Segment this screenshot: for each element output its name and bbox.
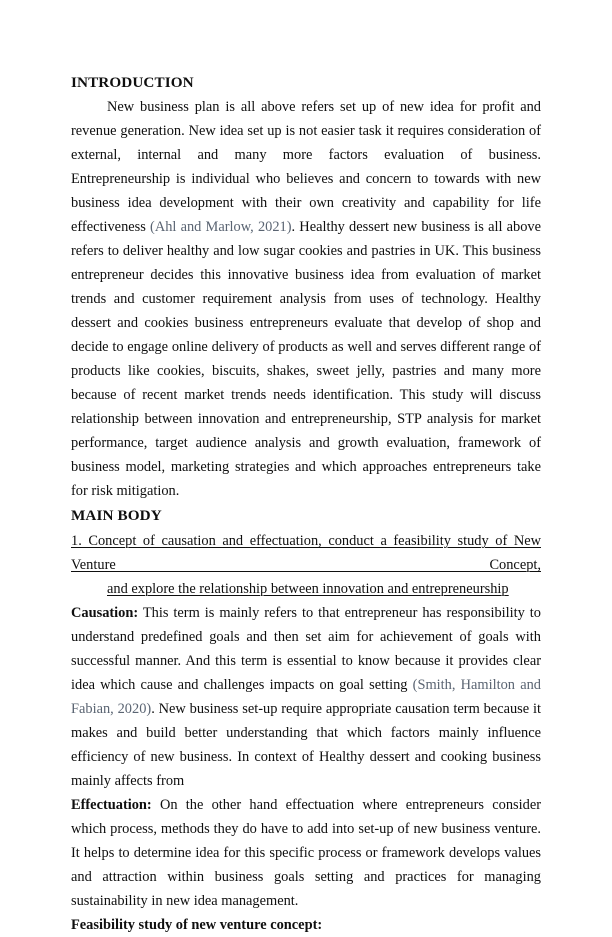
intro-text-part-2: . Healthy dessert new business is all above refers to deliver healthy and low sugar cookies and pastries in UK. This business entrepreneur decides this innovative business idea from evaluation of market trends and customer requirement analysis from uses of technology. Healthy dessert and cookies business entrepreneurs evaluate that develop of shop and decide to engage online delivery of products as well and serves different range of products like cookies, biscuits, shakes, sweet jelly, pastries and many more because of recent market trends needs identification. This study will discuss relationship between innovation and entrepreneurship, STP analysis for market performance, target audience analysis and growth evaluation, framework of business model, marketing strategies and which approaches entrepreneurs take for risk mitigation. (71, 219, 541, 499)
paragraph-introduction (71, 95, 541, 503)
citation-smith-hamilton-fabian: (Smith, Hamilton and Fabian, 2020) (71, 677, 541, 717)
page-title-introduction: INTRODUCTION (71, 74, 194, 91)
sub-heading-line-2: and explore the relationship between innovation and entrepreneurship (107, 581, 509, 597)
causation-text-part-2: . New business set-up require appropriate causation term because it makes and build better understanding that which factors mainly influence efficiency of new business. In context of Healthy dessert and cooking business mainly affects from (71, 701, 541, 789)
sub-heading-numbered-1 (71, 529, 541, 601)
section-heading-main-body: MAIN BODY (71, 507, 162, 524)
citation-ahl-marlow: (Ahl and Marlow, 2021) (150, 219, 292, 235)
term-label-effectuation: Effectuation: (71, 797, 152, 813)
effectuation-text: On the other hand effectuation where entrepreneurs consider which process, methods they do have to add into set-up of new business venture. It helps to determine idea for this specific process or framework develops values and attraction within business goals setting and practices for managing sustainability in new idea management. (71, 797, 541, 909)
paragraph-causation (71, 601, 541, 793)
document-body (71, 71, 541, 937)
intro-text-part-1: New business plan is all above refers set up of new idea for profit and revenue generation. New idea set up is not easier task it requires consideration of external, internal and many more factors evaluation of business. Entrepreneurship is individual who believes and concern to towards with new business idea development with their own creativity and capability for life effectiveness (71, 99, 541, 235)
causation-text-part-1: This term is mainly refers to that entrepreneur has responsibility to understand predefined goals and then set aim for achievement of goals with successful manner. And this term is essential to know because it provides clear idea which cause and challenges impacts on goal setting (71, 605, 541, 693)
sub-heading-line-1: 1. Concept of causation and effectuation, conduct a feasibility study of New Venture Concept, (71, 533, 541, 573)
term-label-causation: Causation: (71, 605, 139, 621)
paragraph-effectuation (71, 793, 541, 913)
sub-heading-feasibility-study: Feasibility study of new venture concept: (71, 917, 323, 933)
